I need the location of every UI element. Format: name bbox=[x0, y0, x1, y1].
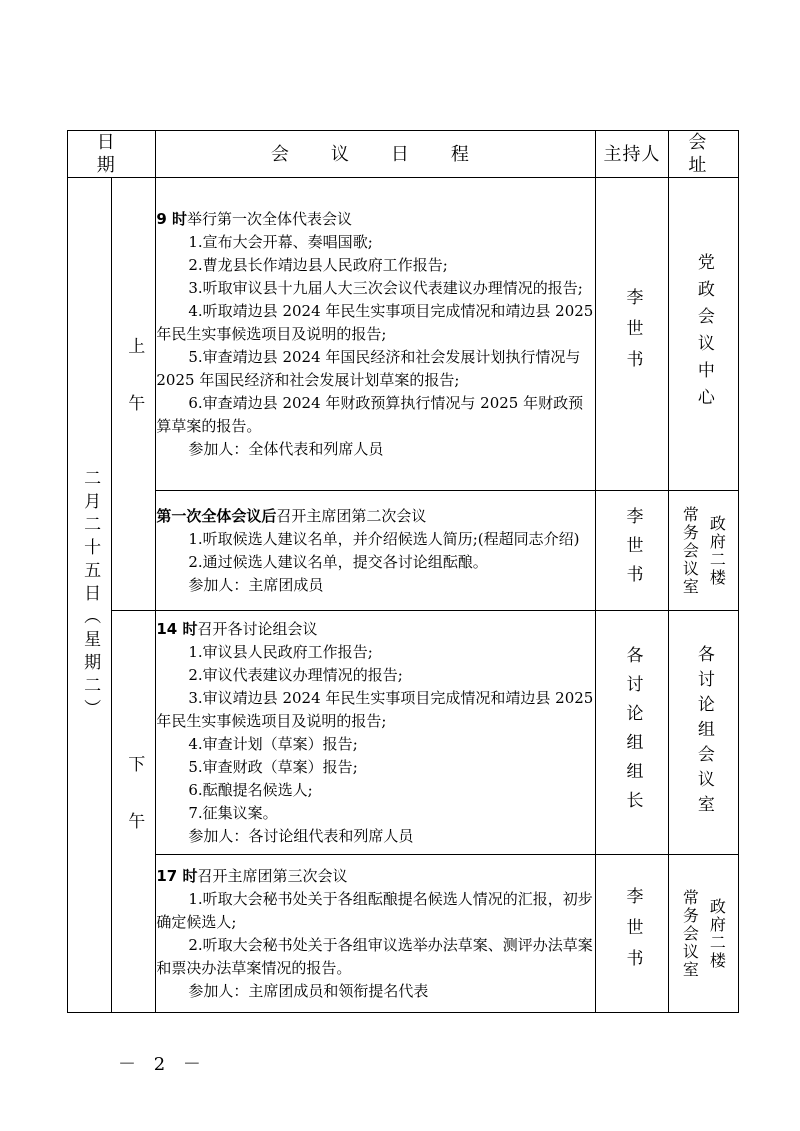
host-cell bbox=[596, 855, 668, 1013]
venue-line-1: 政府二楼 bbox=[707, 897, 727, 970]
header-agenda: 会 议 日 程 bbox=[156, 131, 596, 178]
venue-line-1: 政府二楼 bbox=[707, 514, 727, 587]
header-host: 主持人 bbox=[596, 131, 668, 178]
session-title: 召开主席团第二次会议 bbox=[276, 506, 427, 525]
session-title: 举行第一次全体代表会议 bbox=[187, 209, 353, 228]
venue-name bbox=[669, 506, 738, 596]
agenda-item: 5.审查财政（草案）报告; bbox=[188, 757, 358, 776]
session-row bbox=[68, 491, 739, 611]
agenda-cell bbox=[156, 178, 596, 491]
agenda-item: 6.酝酿提名候选人; bbox=[188, 780, 313, 799]
session-row bbox=[68, 611, 739, 855]
venue-cell bbox=[668, 611, 738, 855]
agenda-item: 3.听取审议县十九届人大三次会议代表建议办理情况的报告; bbox=[188, 278, 583, 297]
agenda-item: 2.曹龙县长作靖边县人民政府工作报告; bbox=[188, 255, 448, 274]
agenda-cell bbox=[156, 611, 596, 855]
venue-name: 党政会议中心 bbox=[693, 253, 714, 415]
participants: 参加人：主席团成员和领衔提名代表 bbox=[188, 981, 429, 1000]
date-cell bbox=[68, 178, 112, 1013]
host-name: 李世书 bbox=[622, 887, 643, 980]
participants: 参加人：全体代表和列席人员 bbox=[188, 439, 384, 458]
morning-label: 上午 bbox=[124, 337, 145, 451]
participants: 参加人：各讨论组代表和列席人员 bbox=[188, 826, 414, 845]
agenda-item: 2.听取大会秘书处关于各组审议选举办法草案、测评办法草案和票决办法草案情况的报告。 bbox=[156, 935, 593, 977]
session-time: 第一次全体会议后 bbox=[156, 506, 277, 525]
agenda-item: 4.审查计划（草案）报告; bbox=[188, 734, 358, 753]
participants: 参加人：主席团成员 bbox=[188, 575, 324, 594]
session-time: 9 时 bbox=[156, 209, 188, 228]
agenda-item: 5.审查靖边县 2024 年国民经济和社会发展计划执行情况与 2025 年国民经济和社会发展计划草案的报告; bbox=[156, 347, 581, 389]
host-cell bbox=[596, 611, 668, 855]
agenda-item: 2.通过候选人建议名单，提交各讨论组酝酿。 bbox=[188, 552, 488, 571]
host-name: 李世书 bbox=[622, 287, 643, 381]
afternoon-cell bbox=[112, 611, 156, 1013]
host-name: 李世书 bbox=[622, 507, 643, 594]
agenda-item: 1.听取候选人建议名单，并介绍候选人简历;(程超同志介绍) bbox=[188, 529, 580, 548]
agenda-item: 1.审议县人民政府工作报告; bbox=[188, 642, 373, 661]
host-name: 各讨论组组长 bbox=[622, 645, 643, 820]
agenda-cell bbox=[156, 855, 596, 1013]
agenda-table bbox=[67, 130, 749, 1013]
morning-cell bbox=[112, 178, 156, 611]
venue-cell bbox=[668, 178, 738, 491]
agenda-item: 7.征集议案。 bbox=[188, 803, 278, 822]
session-time: 14 时 bbox=[156, 619, 198, 638]
venue-name: 各讨论组会议室 bbox=[693, 645, 714, 820]
venue-name bbox=[669, 889, 738, 979]
host-cell bbox=[596, 491, 668, 611]
agenda-item: 1.宣布大会开幕、奏唱国歌; bbox=[188, 232, 373, 251]
session-title: 召开各讨论组会议 bbox=[197, 619, 318, 638]
host-cell bbox=[596, 178, 668, 491]
agenda-cell bbox=[156, 491, 596, 611]
date-text: 二月二十五日（星期二） bbox=[80, 468, 101, 722]
header-venue: 会 址 bbox=[668, 131, 738, 178]
venue-line-2: 常务会议室 bbox=[680, 505, 700, 596]
session-row bbox=[68, 855, 739, 1013]
agenda-item: 3.审议靖边县 2024 年民生实事项目完成情况和靖边县 2025 年民生实事候选项目及说明的报告; bbox=[156, 688, 594, 730]
afternoon-label: 下午 bbox=[124, 754, 145, 869]
page-number: － 2 － bbox=[118, 1054, 207, 1075]
session-title: 召开主席团第三次会议 bbox=[197, 866, 348, 885]
agenda-item: 6.审查靖边县 2024 年财政预算执行情况与 2025 年财政预算草案的报告。 bbox=[156, 393, 584, 435]
agenda-item: 4.听取靖边县 2024 年民生实事项目完成情况和靖边县 2025 年民生实事候选项目及说明的报告; bbox=[156, 301, 594, 343]
session-row bbox=[68, 178, 739, 491]
header-date: 日 期 bbox=[68, 131, 156, 178]
header-row bbox=[68, 131, 739, 178]
venue-line-2: 常务会议室 bbox=[680, 888, 700, 979]
venue-cell bbox=[668, 491, 738, 611]
session-time: 17 时 bbox=[156, 866, 198, 885]
agenda-item: 1.听取大会秘书处关于各组酝酿提名候选人情况的汇报，初步确定候选人; bbox=[156, 889, 593, 931]
venue-cell bbox=[668, 855, 738, 1013]
agenda-item: 2.审议代表建议办理情况的报告; bbox=[188, 665, 403, 684]
